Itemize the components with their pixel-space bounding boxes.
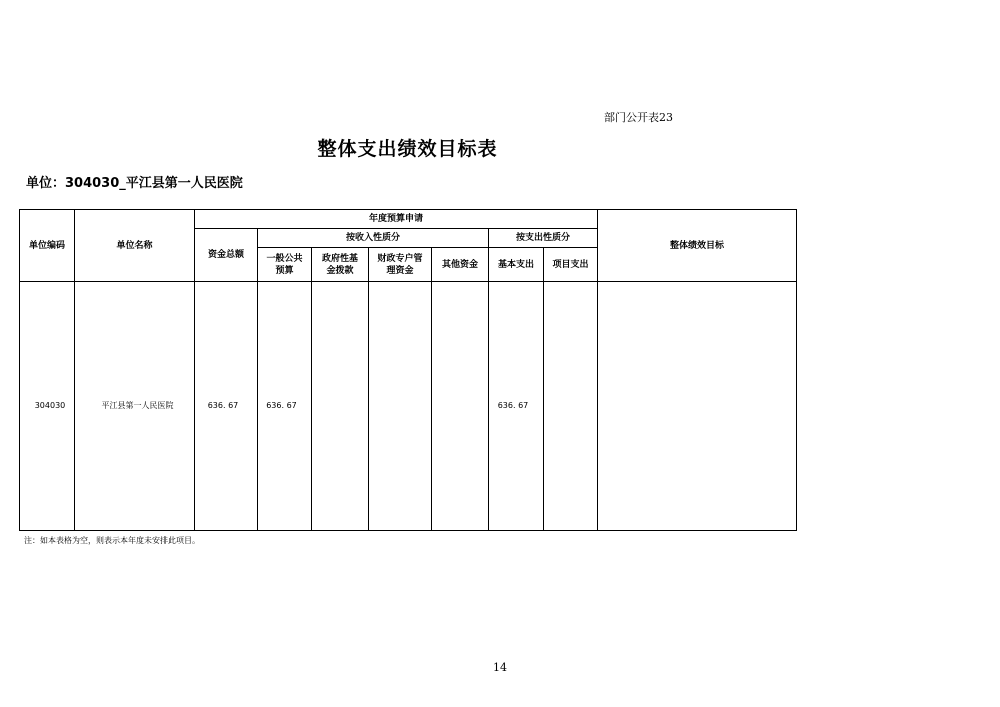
cell-fiscal-special — [369, 282, 432, 531]
table-code: 部门公开表23 — [604, 111, 673, 124]
header-by-expense: 按支出性质分 — [489, 229, 598, 248]
cell-other-funds — [432, 282, 489, 531]
cell-project-expense — [544, 282, 598, 531]
header-fiscal-special: 财政专户管理资金 — [369, 248, 432, 282]
table-row — [20, 282, 797, 531]
header-basic-expense: 基本支出 — [489, 248, 544, 282]
header-by-income: 按收入性质分 — [258, 229, 489, 248]
performance-target-table — [19, 209, 797, 531]
header-unit-name: 单位名称 — [75, 210, 195, 282]
cell-gov-fund — [312, 282, 369, 531]
header-overall-target: 整体绩效目标 — [598, 210, 797, 282]
cell-overall-target — [598, 282, 797, 531]
header-general-budget: 一般公共预算 — [258, 248, 312, 282]
page-number: 14 — [493, 661, 507, 674]
header-total-funds: 资金总额 — [195, 229, 258, 282]
footnote: 注：如本表格为空，则表示本年度未安排此项目。 — [24, 536, 200, 545]
cell-total-funds: 636. 67 — [195, 282, 258, 531]
cell-basic-expense: 636. 67 — [489, 282, 544, 531]
header-project-expense: 项目支出 — [544, 248, 598, 282]
header-other-funds: 其他资金 — [432, 248, 489, 282]
page-title: 整体支出绩效目标表 — [317, 138, 498, 160]
unit-line: 单位：304030_平江县第一人民医院 — [26, 176, 243, 191]
header-annual-budget: 年度预算申请 — [195, 210, 598, 229]
cell-unit-code: 304030 — [20, 282, 75, 531]
cell-unit-name: 平江县第一人民医院 — [75, 282, 195, 531]
header-unit-code: 单位编码 — [20, 210, 75, 282]
header-gov-fund: 政府性基金拨款 — [312, 248, 369, 282]
cell-general-budget: 636. 67 — [258, 282, 312, 531]
